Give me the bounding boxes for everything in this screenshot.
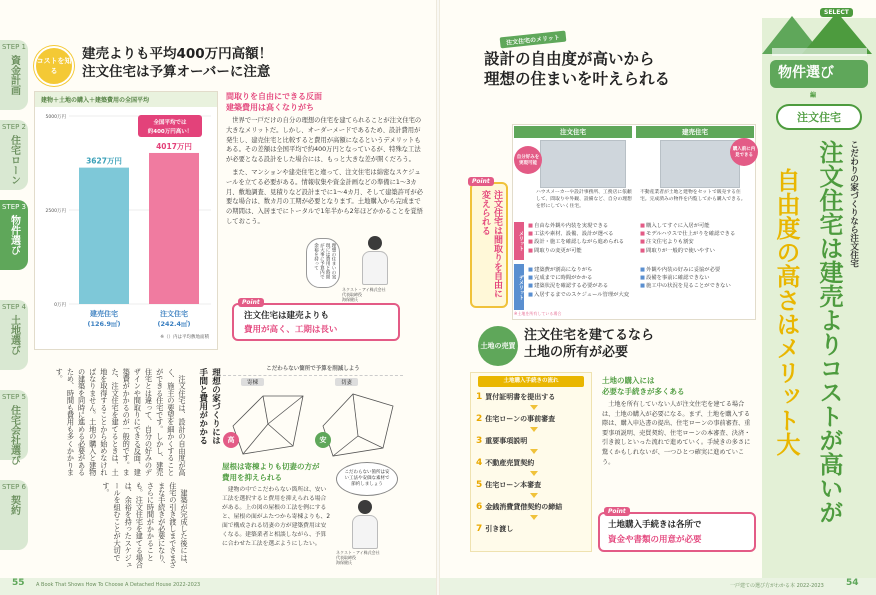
point1-line2: 費用が高く、工期は長い [244, 325, 338, 335]
category-note: (242.4㎡) [157, 320, 191, 328]
flow-step-number: 6 [476, 502, 483, 512]
vertical-title-1: 理想の家づくりには [210, 368, 221, 445]
merits-right [640, 222, 754, 255]
vertical-title [196, 368, 222, 488]
demerit-item: ■ 建築状況を確認する必要がある [528, 282, 632, 290]
merit-item: ■ 間取りの変更が可能 [528, 247, 632, 255]
diagram-title: こだわらない箇所で予算を削減しよう [223, 366, 403, 376]
land-sub-2: 必要な手続きが多くある [602, 387, 685, 396]
compare-footnote: ※土地を所有している場合 [514, 311, 562, 316]
step-tab-2[interactable] [0, 120, 28, 190]
point-tag: Point [468, 177, 494, 186]
flow-step-number: 2 [476, 414, 483, 424]
feature-tag: 注文住宅のメリット [500, 31, 567, 49]
flow-step-number: 5 [476, 480, 483, 490]
point3-line2: 資金や書類の用意が必要 [608, 535, 702, 545]
footer-right-text: 一戸建ての選び方がわかる本 2022-2023 [730, 583, 824, 589]
feature-title-2: 理想の住まいを叶えられる [484, 70, 671, 88]
flow-arrow-icon [530, 515, 538, 520]
section1-body-1: 世界で一戸だけの自分の理想の住宅を建てられることが注文住宅の大きなメリットだ。しかし、オーダーメードであるため、設計費用が発生し、建売住宅と比較すると費用が高額になるというデメリットもある。その差額は全国平均で約400万円となっているが、特殊な工法が必要となる設計をした場合には、もっと大きな差が開くだろう。 [226, 117, 422, 163]
diagram-label-left: 寄棟 [241, 378, 264, 386]
merit-item: ■ 購入してすぐに入居が可能 [640, 222, 754, 230]
gutter [436, 0, 440, 595]
main-headline-1: 建売よりも平均400万円高額！ [82, 46, 273, 62]
step-label: 契約 [8, 494, 20, 515]
category-suffix: 編 [810, 92, 817, 99]
section2-body: 建物の中でこだわらない箇所は、安い工法を選択すると費用を抑えられる場合がある。上の図の屋根の工法を例にすると、屋根の面がふたつから寄棟よりも、2面で構成される切妻の方が建築費用は安くなる。建築業者と相談しながら、予算に合わせた工法を選ぶようにしたい。 [222, 487, 331, 547]
custom-house-photo [540, 140, 626, 188]
bar-custom-built [149, 153, 199, 304]
step-label: 住宅会社選び [8, 404, 20, 465]
step-num: STEP 5 [1, 393, 27, 401]
land-title-1: 注文住宅を建てるなら [524, 328, 655, 343]
flow-arrow-icon [530, 449, 538, 454]
expert-role: 代表取締役 [336, 555, 356, 561]
compare-callout-right: 購入前に内見できる [730, 138, 758, 166]
expert-photo-2 [352, 500, 378, 549]
bar-value-label: 4017万円 [156, 141, 192, 151]
chart-title: 建物＋土地の購入＋建築費用の全国平均 [35, 92, 217, 107]
badge-low: 安 [315, 432, 331, 448]
expert-caption-2 [336, 550, 396, 566]
merit-item: ■ 工法や素材、設備、設計が選べる [528, 230, 632, 238]
point2-text: 注文住宅は間取りを自由に変えられる [479, 190, 502, 298]
compare-text-right: 不動産業者が土地と建物をセットで販売する住宅。完成済みの物件を内覧してから購入できる。 [640, 190, 746, 202]
flow-arrow-icon [530, 405, 538, 410]
step-num: STEP 4 [1, 303, 27, 311]
flow-step [476, 524, 588, 534]
point-box-2 [470, 178, 508, 308]
step-tab-5[interactable] [0, 390, 28, 465]
merit-item: ■ モデルハウスで仕上がりを確認できる [640, 230, 754, 238]
vertical-body-2: 建築が完成した後には、住宅の引き渡しまでさまざまな手続きが必要になり、さらに時間がかかることも。注文住宅を建てる場合は、余裕を持ったスケジュールを組むことが大切です。 [101, 482, 189, 569]
flow-step-label: 住宅ローン本審査 [485, 481, 542, 489]
flow-step-number: 3 [476, 436, 483, 446]
expert-caption-1 [342, 287, 402, 303]
expert-name: 海保健氏 [336, 560, 352, 566]
point1-line1: 注文住宅は建売よりも [244, 311, 330, 321]
demerit-item: ■ 設備を事前に確認できない [640, 274, 754, 282]
diagram-label-right: 切妻 [335, 378, 358, 386]
flow-arrow-icon [530, 427, 538, 432]
roof-diagram [223, 366, 403, 466]
big-vertical-main-2: 自由度の高さはメリット大 [772, 168, 800, 456]
flow-step-label: 引き渡し [485, 525, 514, 533]
category-title-box [770, 60, 868, 88]
expert-company: ネクスト・アイ株式会社 [336, 550, 380, 555]
cost-chart [34, 91, 218, 350]
demerit-item: ■ 完成までに時間がかかる [528, 274, 632, 282]
flow-step [476, 392, 588, 402]
flow-step [476, 502, 588, 512]
y-tick-label: 0万円 [54, 303, 66, 308]
point-tag: Point [238, 298, 264, 307]
vertical-title-2: 手間と費用がかかる [197, 368, 208, 445]
demerit-item: ■ 建築費が割高になりがち [528, 266, 632, 274]
flow-arrow-icon [530, 471, 538, 476]
ready-house-photo [660, 140, 740, 188]
big-vertical-sub: こだわりの家づくりなら注文住宅 [848, 140, 859, 268]
demerits-right [640, 266, 754, 291]
hip-roof-drawing [233, 396, 303, 454]
flow-step [476, 480, 588, 490]
speech-bubble-1: 理想の住まいの実現には費用と時間が大事に予算内で余裕を持って [306, 238, 340, 288]
page-num-left: 55 [12, 578, 25, 588]
merit-item: ■ 間取りが一般的で使いやすい [640, 247, 754, 255]
roof-drawings [223, 386, 403, 466]
flow-arrow-icon [530, 493, 538, 498]
chart-footnote: ※（）内は平均敷地面積 [160, 335, 209, 340]
land-body: 土地を所有していない人が注文住宅を建てる場合は、土地の購入が必要になる。まず、土地を購入する際は、購入申込書の提出、住宅ローンの事前審査、重要事項説明、売買契約、住宅ローンの本審査、決済・引き渡しといった流れで進めていく。手続きの多さに驚くかもしれないが、一つひとつ確実に進めていこう。 [602, 401, 751, 466]
flow-step-number: 1 [476, 392, 483, 402]
section2-title-1: 屋根は寄棟よりも切妻の方が [222, 462, 320, 471]
page-num-right: 54 [846, 578, 859, 588]
speech-bubble-2: こだわらない箇所は安い工法や安価な素材で節約しましょう [336, 462, 398, 496]
section1-title-2: 建築費用は高くなりがち [226, 103, 314, 112]
step-tab-6[interactable] [0, 480, 28, 550]
compare-head-left: 注文住宅 [514, 126, 632, 138]
category-note: (126.9㎡) [87, 320, 121, 328]
badge-high: 高 [223, 432, 239, 448]
category-pill [776, 104, 862, 130]
bar-value-label: 3627万円 [86, 156, 122, 166]
step-label: 土地選び [8, 314, 20, 355]
demerit-item: ■ 外観や内装の好みに妥協が必要 [640, 266, 754, 274]
flow-head: 土地購入手続きの流れ [478, 376, 584, 387]
footer-left-text: A Book That Shows How To Choose A Detached House 2022-2023 [36, 582, 201, 588]
callout-text-1: 全国平均では [153, 119, 187, 126]
category-title: 物件選び [778, 65, 834, 81]
flow-step [476, 414, 588, 424]
category-pill-label: 注文住宅 [797, 111, 841, 124]
feature-title-1: 設計の自由度が高いから [484, 50, 655, 68]
step-label: 住宅ローン [8, 134, 20, 185]
step-num: STEP 1 [1, 43, 27, 51]
merit-label: メリット [514, 222, 524, 260]
merits-left [528, 222, 632, 255]
flow-step-label: 不動産売買契約 [485, 459, 535, 467]
point-box-3 [598, 508, 756, 552]
vertical-body-1: 注文住宅は、設計の自由度が高く、施主の要望を細かくすることができる住宅です。しかし、建売住宅とは違って、自分の好みのデザインや間取りにできる反面、建築費がかかるのが一般的です。また、注文住宅を建てるときは、土地を取得することから始めなければなりません。土地の購入と建物の建築を同時に進める必要があるため、時間も費用も多くかかります。 [55, 368, 187, 476]
step-tab-1[interactable] [0, 40, 28, 110]
y-tick-label: 5000万円 [45, 115, 66, 120]
main-headline-2: 注文住宅は予算オーバーに注意 [82, 64, 271, 80]
callout-text-2: 約400万円高い！ [147, 128, 193, 135]
flow-step [476, 436, 588, 446]
demerit-item: ■ 施工中の状況を見ることができない [640, 282, 754, 290]
compare-callout-left: 自分好みを実現可能 [514, 146, 542, 174]
land-badge: 土地の売買 [478, 326, 518, 366]
step-tab-4[interactable] [0, 300, 28, 370]
flow-step-label: 住宅ローンの事前審査 [485, 415, 556, 423]
expert-company: ネクスト・アイ株式会社 [342, 287, 386, 292]
flow-step-label: 金銭消費貸借契約の締結 [485, 503, 563, 511]
section1-title-1: 間取りを自由にできる反面 [226, 92, 322, 101]
expert-role: 代表取締役 [342, 292, 362, 298]
merit-item: ■ 自由な外観や内装を実現できる [528, 222, 632, 230]
step-num: STEP 6 [1, 483, 27, 491]
merit-item: ■ 設計・施工を確認しながら進められる [528, 238, 632, 246]
flow-step-label: 重要事項説明 [485, 437, 528, 445]
house-roof-icon [762, 10, 876, 58]
step-label: 資金計画 [8, 54, 20, 95]
merit-item: ■ 注文住宅よりも割安 [640, 238, 754, 246]
expert-photo-1 [362, 236, 388, 285]
point-tag: Point [604, 507, 630, 516]
step-label: 物件選び [8, 214, 20, 255]
flow-step-number: 7 [476, 524, 483, 534]
demerit-item: ■ 入居するまでのスケジュール管理が大変 [528, 291, 632, 299]
step-num: STEP 2 [1, 123, 27, 131]
category-label: 建売住宅 [90, 310, 118, 318]
chart-svg [35, 106, 217, 348]
compare-text-left: ハウスメーカーや設計事務所、工務店に依頼して、間取りや外観、設備など、自分の理想を形にしていく住宅。 [536, 190, 632, 209]
section1-body-2: また、マンションや建売住宅と違って、注文住宅は綿密なスケジュールを立てる必要がある。情報収集や資金計画などの準備に1〜3カ月、敷地調査、見積りなど設計までに1〜4カ月、そして建築許可が必要な場合は、数カ月の工期が必要となります。土地購入から完成までの期間は、入居までにトータルで1年半から2年ほどかかることを覚悟しておこう。 [226, 169, 423, 225]
demerit-label: デメリット [514, 264, 524, 310]
land-title-2: 土地の所有が必要 [524, 345, 629, 360]
section2-title-2: 費用を抑えられる [222, 473, 282, 482]
step-tab-3[interactable] [0, 200, 28, 270]
step-num: STEP 3 [1, 203, 27, 211]
demerits-left [528, 266, 632, 299]
select-label: SELECT [820, 8, 853, 17]
bar-ready-built [79, 168, 129, 304]
flow-step [476, 458, 588, 468]
point3-line1: 土地購入手続きは各所で [608, 520, 702, 530]
category-label: 注文住宅 [160, 310, 188, 318]
y-tick-label: 2500万円 [45, 209, 66, 214]
gable-roof-drawing [323, 394, 393, 456]
big-vertical-main-1: 注文住宅は建売よりコストが高いが [815, 140, 843, 524]
expert-name: 海保健氏 [342, 297, 358, 303]
compare-head-right: 建売住宅 [636, 126, 754, 138]
flow-step-label: 買付証明書を提出する [485, 393, 556, 401]
flow-step-number: 4 [476, 458, 483, 468]
land-sub-1: 土地の購入には [602, 376, 655, 385]
cost-badge: コストを知る [34, 46, 74, 86]
